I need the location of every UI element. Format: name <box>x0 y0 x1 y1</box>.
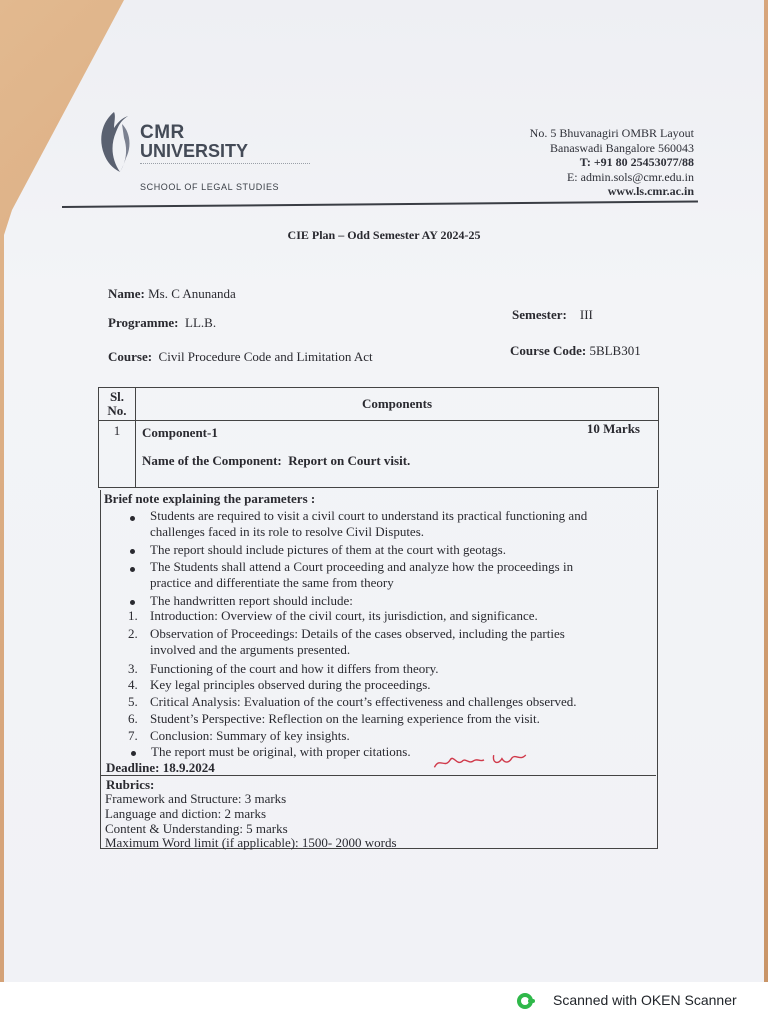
deadline: Deadline: 18.9.2024 <box>106 760 215 775</box>
scanner-watermark-text: Scanned with OKEN Scanner <box>553 992 737 1008</box>
bullet-text: The report must be original, with proper citations. <box>151 744 411 759</box>
school-name: SCHOOL OF LEGAL STUDIES <box>140 182 280 192</box>
list-item-cont: involved and the arguments presented. <box>150 642 351 657</box>
rubric-item: Language and diction: 2 marks <box>105 806 267 821</box>
course-value: Civil Procedure Code and Limitation Act <box>158 349 373 364</box>
semester-label: Semester: <box>512 307 567 322</box>
name-field <box>108 286 236 302</box>
document-title: CIE Plan – Odd Semester AY 2024-25 <box>287 228 481 242</box>
component-cell <box>136 421 659 488</box>
logo-fine-print <box>140 163 310 168</box>
list-item: Introduction: Overview of the civil court, its jurisdiction, and significance. <box>150 608 538 623</box>
list-item: Key legal principles observed during the proceedings. <box>150 677 431 692</box>
website-line: www.ls.cmr.ac.in <box>607 184 694 199</box>
component-name-label: Name of the Component: <box>142 453 282 468</box>
name-label: Name: <box>108 286 145 301</box>
sl-header-text: Sl. <box>109 389 125 404</box>
list-item: Student’s Perspective: Reflection on the learning experience from the visit. <box>150 711 540 726</box>
item-number: 6. <box>128 711 138 726</box>
table-row <box>99 421 659 488</box>
sl-no-header <box>99 388 136 421</box>
bullet-icon <box>130 567 135 572</box>
semester-field <box>512 307 593 323</box>
bullet-text: Students are required to visit a civil court to understand its practical functioning and <box>150 508 588 523</box>
semester-value: III <box>579 307 593 322</box>
no-header-text: No. <box>107 403 127 418</box>
table-header-row <box>99 388 659 421</box>
phone-line: T: +91 80 25453077/88 <box>579 155 694 170</box>
item-number: 2. <box>128 626 138 641</box>
course-code-label: Course Code: <box>510 343 587 358</box>
deadline-divider <box>100 775 656 776</box>
bullet-text-cont: practice and differentiate the same from theory <box>150 575 394 590</box>
programme-value: LL.B. <box>185 315 217 330</box>
bullet-icon <box>130 549 135 554</box>
item-number: 1. <box>128 608 138 623</box>
address-line: No. 5 Bhuvanagiri OMBR Layout <box>529 126 694 140</box>
list-item: Critical Analysis: Evaluation of the court’s effectiveness and challenges observed. <box>150 694 577 709</box>
component-name <box>142 453 652 469</box>
item-number: 3. <box>128 661 138 676</box>
bullet-icon <box>130 516 135 521</box>
list-item: Functioning of the court and how it differs from theory. <box>150 661 439 676</box>
bullet-text: The Students shall attend a Court proceeding and analyze how the proceedings in <box>150 559 574 574</box>
rubric-item: Content & Understanding: 5 marks <box>105 821 288 836</box>
list-item: Conclusion: Summary of key insights. <box>150 728 350 743</box>
course-code-field <box>510 343 641 359</box>
rubrics-heading: Rubrics: <box>106 777 155 792</box>
components-table <box>98 387 659 488</box>
bullet-icon <box>130 600 135 605</box>
item-number: 5. <box>128 694 138 709</box>
address-line: Banaswadi Bangalore 560043 <box>550 140 694 155</box>
item-number: 4. <box>128 677 138 692</box>
email-line: E: admin.sols@cmr.edu.in <box>566 169 694 184</box>
bullet-text-cont: challenges faced in its role to resolve Civil Disputes. <box>150 524 425 539</box>
course-label: Course: <box>108 349 153 364</box>
components-header: Components <box>136 388 659 421</box>
component-title: Component-1 <box>142 425 218 440</box>
component-marks: 10 Marks <box>586 421 640 436</box>
bullet-text: The handwritten report should include: <box>150 593 353 608</box>
oken-scanner-icon <box>516 991 536 1011</box>
component-name-value: Report on Court visit. <box>288 453 411 468</box>
bullet-text: The report should include pictures of them at the court with geotags. <box>150 542 506 557</box>
bullet-icon <box>131 751 136 756</box>
rubric-item: Maximum Word limit (if applicable): 1500- 2000 words <box>105 835 397 850</box>
name-value: Ms. C Anunanda <box>148 286 236 301</box>
address-block <box>530 126 694 199</box>
brief-heading: Brief note explaining the parameters : <box>104 491 316 506</box>
course-field <box>108 349 373 365</box>
row-number: 1 <box>99 421 136 488</box>
logo-text-cmr: CMR <box>140 122 185 143</box>
cmr-logo-icon <box>92 110 136 174</box>
list-item: Observation of Proceedings: Details of the cases observed, including the parties <box>150 626 565 641</box>
programme-label: Programme: <box>108 315 179 330</box>
logo-text-university: UNIVERSITY <box>140 141 249 161</box>
programme-field <box>108 315 216 331</box>
rubric-item: Framework and Structure: 3 marks <box>105 791 287 806</box>
item-number: 7. <box>128 728 138 743</box>
course-code-value: 5BLB301 <box>589 343 641 358</box>
